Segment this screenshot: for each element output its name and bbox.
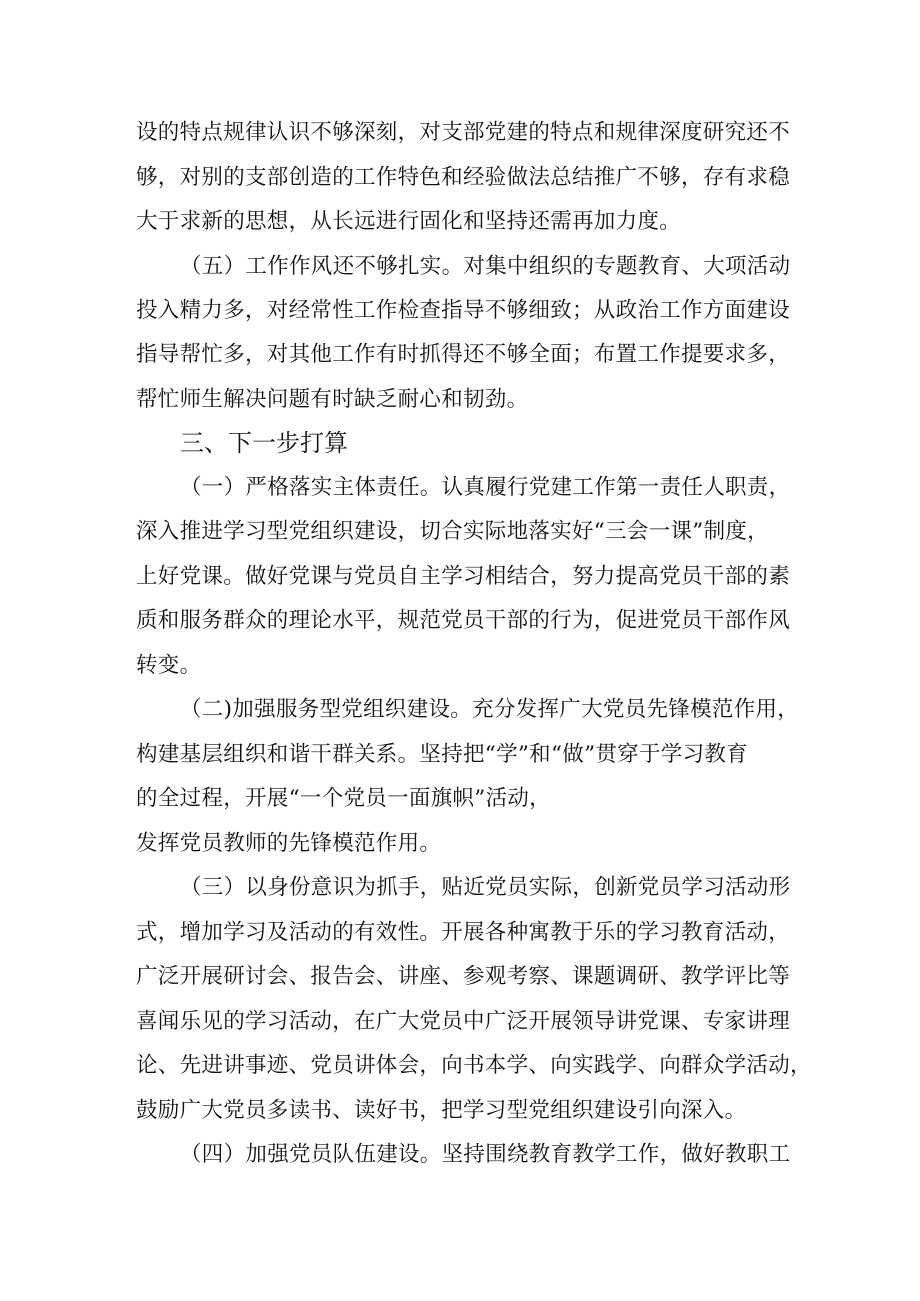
text-line: 够，对别的支部创造的工作特色和经验做法总结推广不够，存有求稳 [136,165,791,190]
text-line: 构建基层组织和谐干群关系。坚持把“学”和“做”贯穿于学习教育 [136,742,748,767]
text-line: 质和服务群众的理论水平，规范党员干部的行为，促进党员干部作风 [136,608,791,633]
text-line: 广泛开展研讨会、报告会、讲座、参观考察、课题调研、教学评比等 [136,964,791,989]
text-line: 上好党课。做好党课与党员自主学习相结合，努力提高党员干部的素 [136,564,791,589]
section-heading: 三、下一步打算 [180,429,348,457]
text-line: 帮忙师生解决问题有时缺乏耐心和韧劲。 [136,387,529,412]
item-four-line: （四）加强党员队伍建设。坚持围绕教育教学工作，做好教职工 [180,1142,791,1167]
text-line: 式，增加学习及活动的有效性。开展各种寓教于乐的学习教育活动， [136,920,791,945]
paragraph-five-line: （五）工作作风还不够扎实。对集中组织的专题教育、大项活动 [180,254,791,279]
text-line: 论、先进讲事迹、党员讲体会，向书本学、向实践学、向群众学活动， [136,1053,812,1078]
text-line: 鼓励广大党员多读书、读好书，把学习型党组织建设引向深入。 [136,1098,747,1123]
text-line: 喜闻乐见的学习活动，在广大党员中广泛开展领导讲党课、专家讲理 [136,1009,791,1034]
text-line: 深入推进学习型党组织建设，切合实际地落实好“三会一课”制度， [136,519,769,544]
text-line: 的全过程，开展“一个党员一面旗帜”活动， [136,786,551,811]
item-one-line: （一）严格落实主体责任。认真履行党建工作第一责任人职责， [180,475,791,500]
item-three-line: （三）以身份意识为抓手，贴近党员实际，创新党员学习活动形 [180,875,791,900]
text-line: 投入精力多，对经常性工作检查指导不够细致；从政治工作方面建设 [136,298,791,323]
text-line: 指导帮忙多，对其他工作有时抓得还不够全面；布置工作提要求多， [136,342,791,367]
text-line: 设的特点规律认识不够深刻，对支部党建的特点和规律深度研究还不 [136,120,791,145]
text-line: 转变。 [136,653,202,678]
text-line: 发挥党员教师的先锋模范作用。 [136,831,442,856]
item-two-line: （二)加强服务型党组织建设。充分发挥广大党员先锋模范作用， [180,697,800,722]
text-line: 大于求新的思想，从长远进行固化和坚持还需再加力度。 [136,209,682,234]
